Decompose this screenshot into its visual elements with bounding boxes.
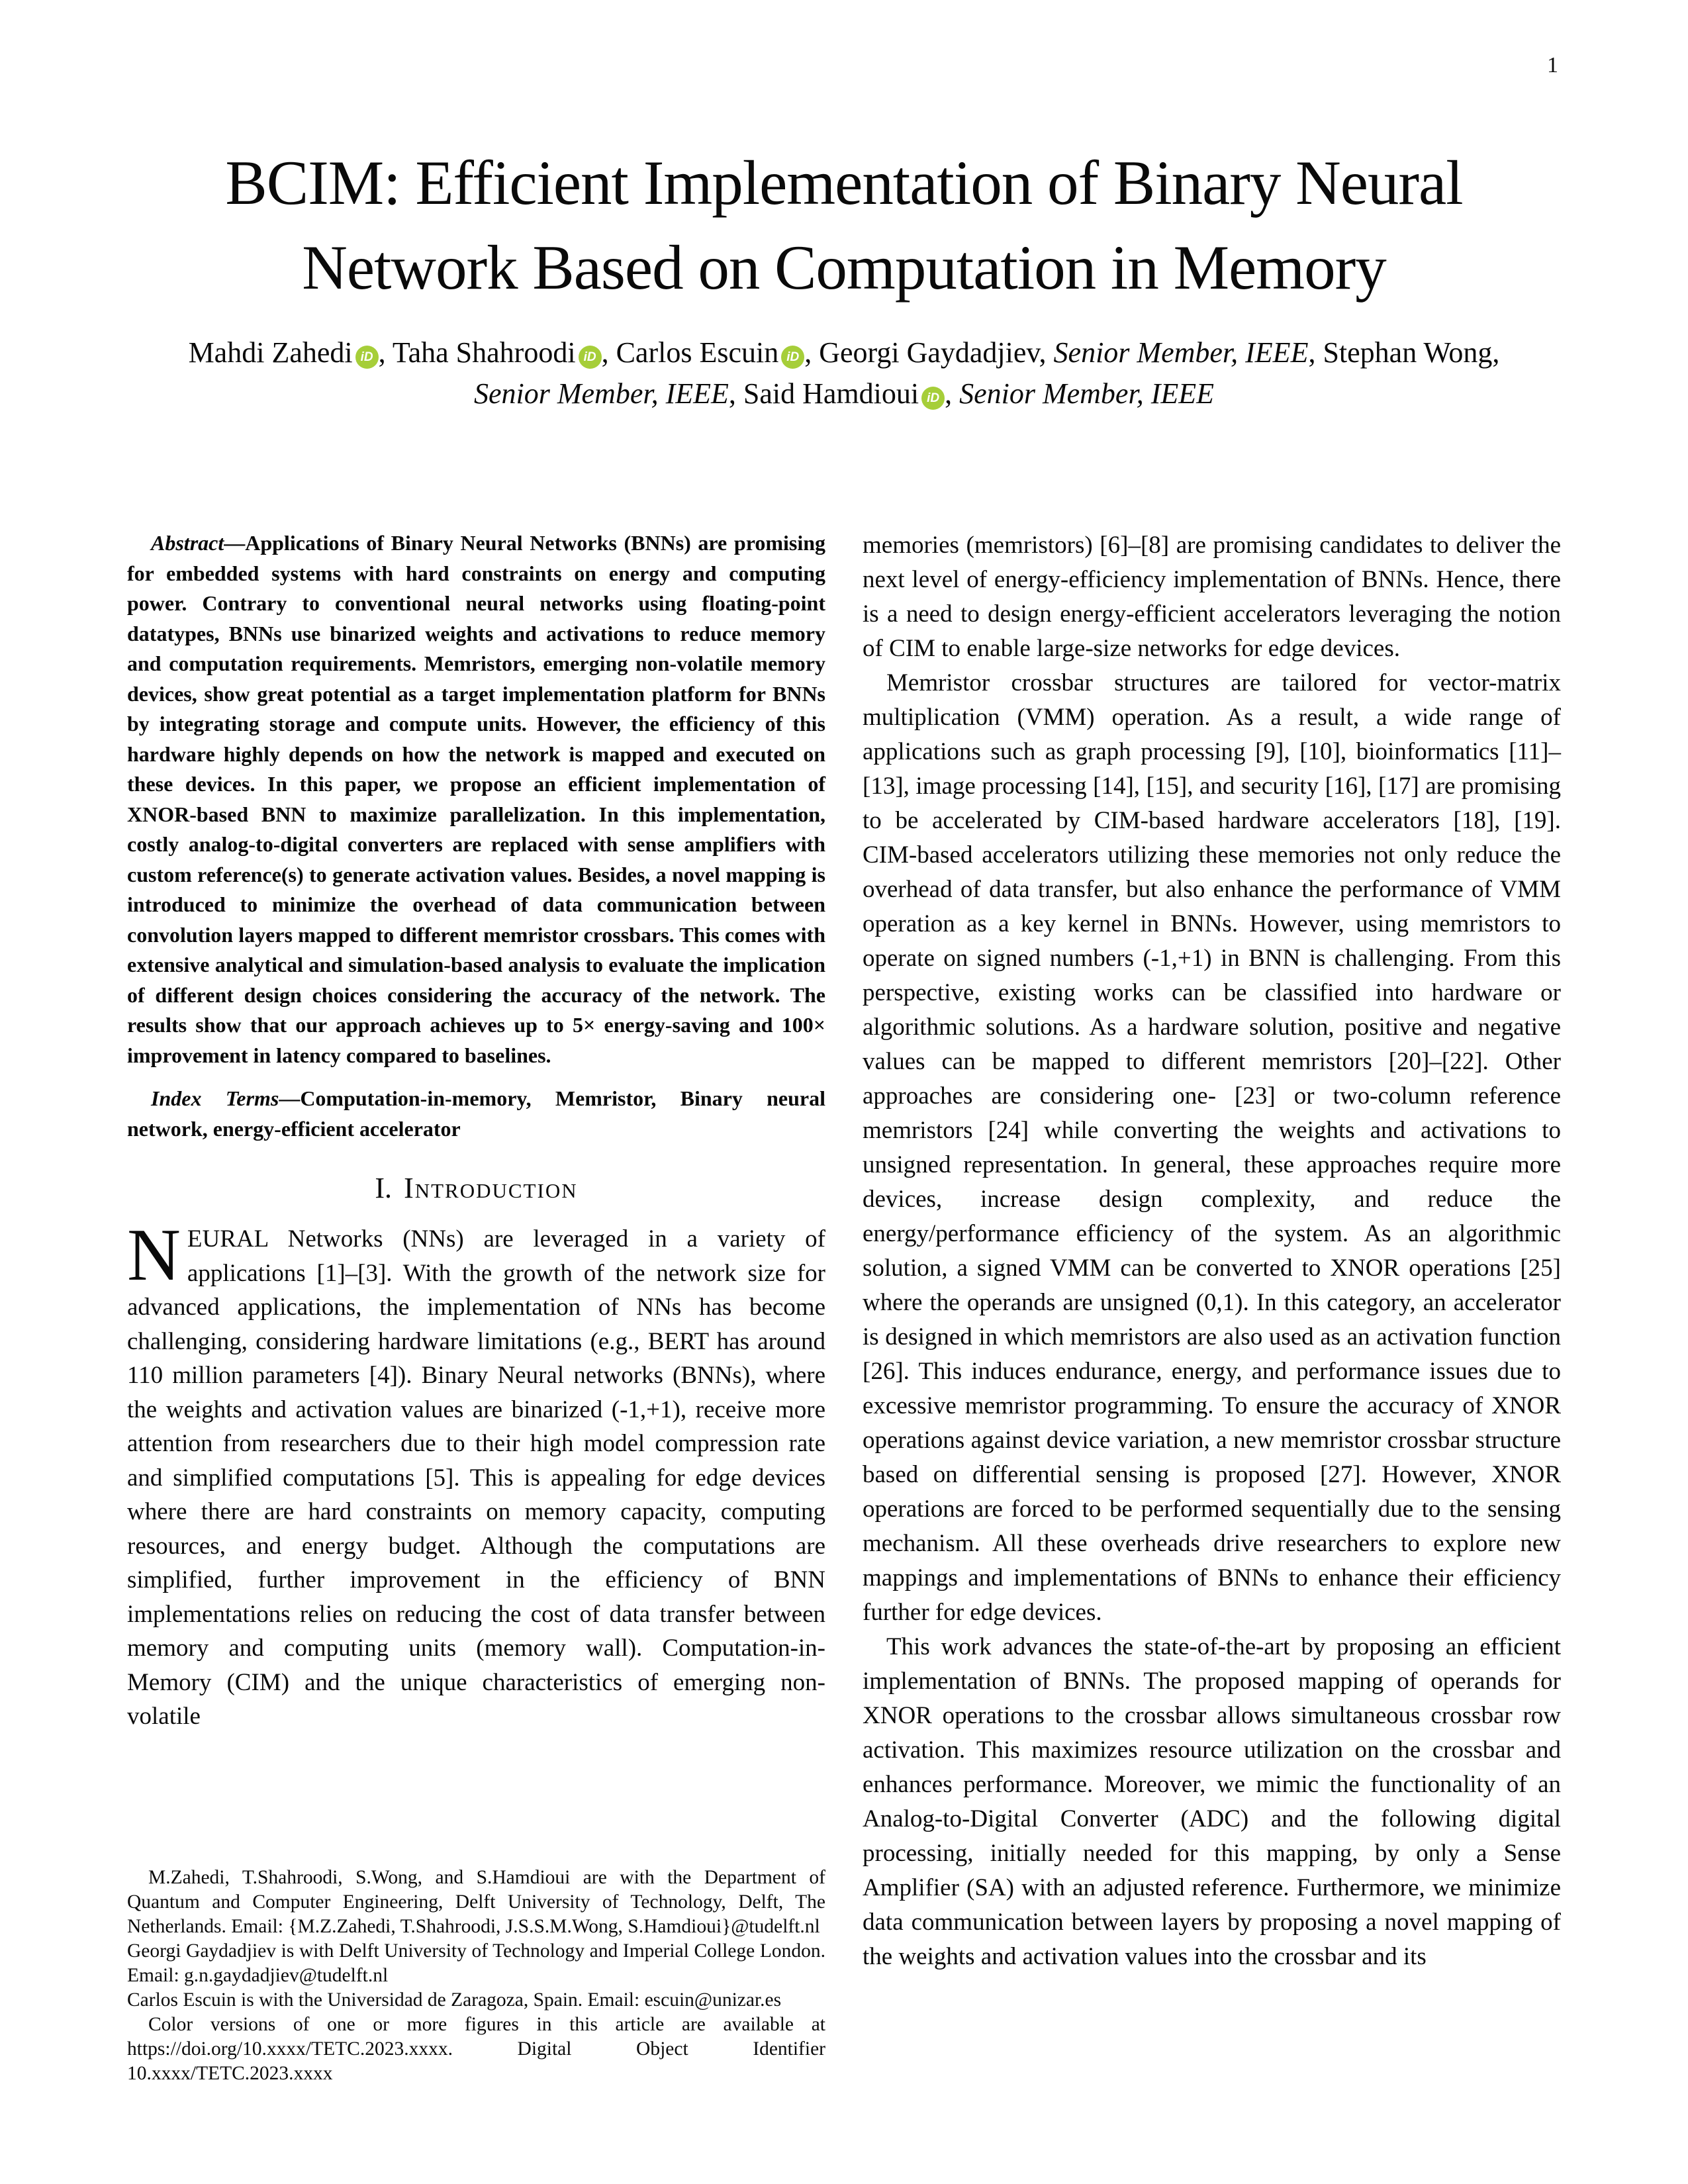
author-membership: Senior Member, IEEE: [959, 377, 1214, 410]
index-terms-label: Index Terms: [151, 1086, 279, 1110]
section-number: I.: [375, 1172, 393, 1204]
author-separator: ,: [945, 377, 960, 410]
body-paragraph-this-work: This work advances the state-of-the-art by proposing an efficient implementation of BNNs. The proposed mapping of operands for XNOR operations to the crossbar allows simultaneous crossbar row activation. This maximizes resource utilization on the crossbar and enhances performance. Moreover, we mimic the functionality of an Analog-to-Digital Converter (ADC) and the following digital processing, initially needed for this mapping, by only a Sense Amplifier (SA) with an adjusted reference. Furthermore, we minimize data communication between layers by proposing a novel mapping of the weights and activation values into the crossbar and its: [863, 1633, 1561, 1970]
abstract-paragraph: [127, 528, 825, 1070]
dropcap-letter: N: [127, 1214, 181, 1296]
index-terms-paragraph: [127, 1084, 825, 1144]
author-name: , Georgi Gaydadjiev,: [804, 336, 1054, 369]
footnote-doi: Color versions of one or more figures in this article are available at https://doi.org/10.xxxx/TETC.2023.xxxx. Digital Object Identifier 10.xxxx/TETC.2023.xxxx: [127, 2014, 825, 2084]
footnote-block: [127, 1866, 825, 2086]
index-terms-text: —Computation-in-memory, Memristor, Binary neural network, energy-efficient accelerator: [127, 1086, 826, 1141]
paper-title: [99, 140, 1589, 310]
author-name: , Taha Shahroodi: [378, 336, 576, 369]
author-membership: Senior Member, IEEE: [473, 377, 729, 410]
intro-paragraph-1-text: EURAL Networks (NNs) are leveraged in a variety of applications [1]–[3]. With the growth of the network size for advanced applications, the implementation of NNs has become challenging, considering hardware limitations (e.g., BERT has around 110 million parameters [4]). Binary Neural networks (BNNs), where the weights and activation values are binarized (-1,+1), receive more attention from researchers due to their high model compression rate and simplified computations [5]. This is appealing for edge devices where there are hard constraints on memory capacity, computing resources, and energy budget. Although the computations are simplified, further improvement in the efficiency of BNN implementations relies on reducing the cost of data transfer between memory and computing units (memory wall). Computation-in-Memory (CIM) and the unique characteristics of emerging non-volatile: [127, 1225, 825, 1730]
page-number: 1: [1547, 53, 1558, 77]
column-right: [863, 520, 1561, 2086]
paper-title-line1: BCIM: Efficient Implementation of Binary Neural: [225, 148, 1463, 218]
body-paragraph-memristor-crossbar: Memristor crossbar structures are tailored for vector-matrix multiplication (VMM) operation. As a result, a wide range of applications such as graph processing [9], [10], bioinformatics [11]–[13], image processing [14], [15], and security [16], [17] are promising to be accelerated by CIM-based hardware accelerators [18], [19]. CIM-based accelerators utilizing these memories not only reduce the overhead of data transfer, but also enhance the performance of VMM operation as a key kernel in BNNs. However, using memristors to operate on signed numbers (-1,+1) in BNN is challenging. From this perspective, existing works can be classified into hardware or algorithmic solutions. As a hardware solution, positive and negative values can be mapped to different memristors [20]–[22]. Other approaches are considering one- [23] or two-column reference memristors [24] while converting the weights and activations to unsigned representation. In general, these approaches require more devices, increase design complexity, and reduce the energy/performance efficiency of the system. As an algorithmic solution, a signed VMM can be converted to XNOR operations [25] where the operands are unsigned (0,1). In this category, an accelerator is designed in which memristors are also used as an activation function [26]. This induces endurance, energy, and performance issues due to excessive memristor programming. To ensure the accuracy of XNOR operations against device variation, a new memristor crossbar structure based on differential sensing is proposed [27]. However, XNOR operations are forced to be performed sequentially due to the sensing mechanism. All these overheads drive researchers to explore new mappings and implementations of BNNs to enhance their efficiency further for edge devices.: [863, 669, 1561, 1626]
intro-paragraph-1: [127, 1214, 825, 1734]
footnote-affiliation-1: M.Zahedi, T.Shahroodi, S.Wong, and S.Hamdioui are with the Department of Quantum and Computer Engineering, Delft University of Technology, Delft, The Netherlands. Email: {M.Z.Zahedi, T.Shahroodi, J.S.S.M.Wong, S.Hamdioui}@tudelft.nl: [127, 1867, 825, 1937]
orcid-icon: iD: [355, 346, 379, 369]
paper-title-line2: Network Based on Computation in Memory: [302, 232, 1386, 303]
author-list: [99, 332, 1589, 414]
author-line-2: [99, 373, 1589, 414]
orcid-icon: iD: [579, 346, 602, 369]
author-name: , Said Hamdioui: [728, 377, 919, 410]
column-left: [127, 520, 825, 2086]
footnote-affiliation-2: Georgi Gaydadjiev is with Delft University of Technology and Imperial College London. Email: g.n.gaydadjiev@tudelft.nl: [127, 1940, 825, 1986]
orcid-icon: iD: [921, 387, 945, 410]
author-line-1: [99, 332, 1589, 373]
author-name: Mahdi Zahedi: [188, 336, 353, 369]
two-column-body: [0, 520, 1688, 2086]
footnote-affiliation-3: Carlos Escuin is with the Universidad de Zaragoza, Spain. Email: escuin@unizar.es: [127, 1989, 782, 2011]
abstract-text: —Applications of Binary Neural Networks (BNNs) are promising for embedded systems with hard constraints on energy and computing power. Contrary to conventional neural networks using floating-point datatypes, BNNs use binarized weights and activations to reduce memory and computation requirements. Memristors, emerging non-volatile memory devices, show great potential as a target implementation platform for BNNs by integrating storage and compute units. However, the efficiency of this hardware highly depends on how the network is mapped and executed on these devices. In this paper, we propose an efficient implementation of XNOR-based BNN to maximize parallelization. In this implementation, costly analog-to-digital converters are replaced with sense amplifiers with custom reference(s) to generate activation values. Besides, a novel mapping is introduced to minimize the overhead of data communication between convolution layers mapped to different memristor crossbars. This comes with extensive analytical and simulation-based analysis to evaluate the implication of different design choices considering the accuracy of the network. The results show that our approach achieves up to 5× energy-saving and 100× improvement in latency compared to baselines.: [127, 531, 825, 1067]
section-heading-introduction: [127, 1173, 825, 1204]
author-name: , Stephan Wong,: [1308, 336, 1500, 369]
orcid-icon: iD: [781, 346, 804, 369]
body-paragraph-continuation: memories (memristors) [6]–[8] are promising candidates to deliver the next level of energy-efficiency implementation of BNNs. Hence, there is a need to design energy-efficient accelerators leveraging the notion of CIM to enable large-size networks for edge devices.: [863, 532, 1561, 662]
abstract-label: Abstract: [151, 531, 224, 555]
author-name: , Carlos Escuin: [601, 336, 779, 369]
author-membership: Senior Member, IEEE: [1053, 336, 1309, 369]
section-title: Introduction: [404, 1172, 578, 1204]
